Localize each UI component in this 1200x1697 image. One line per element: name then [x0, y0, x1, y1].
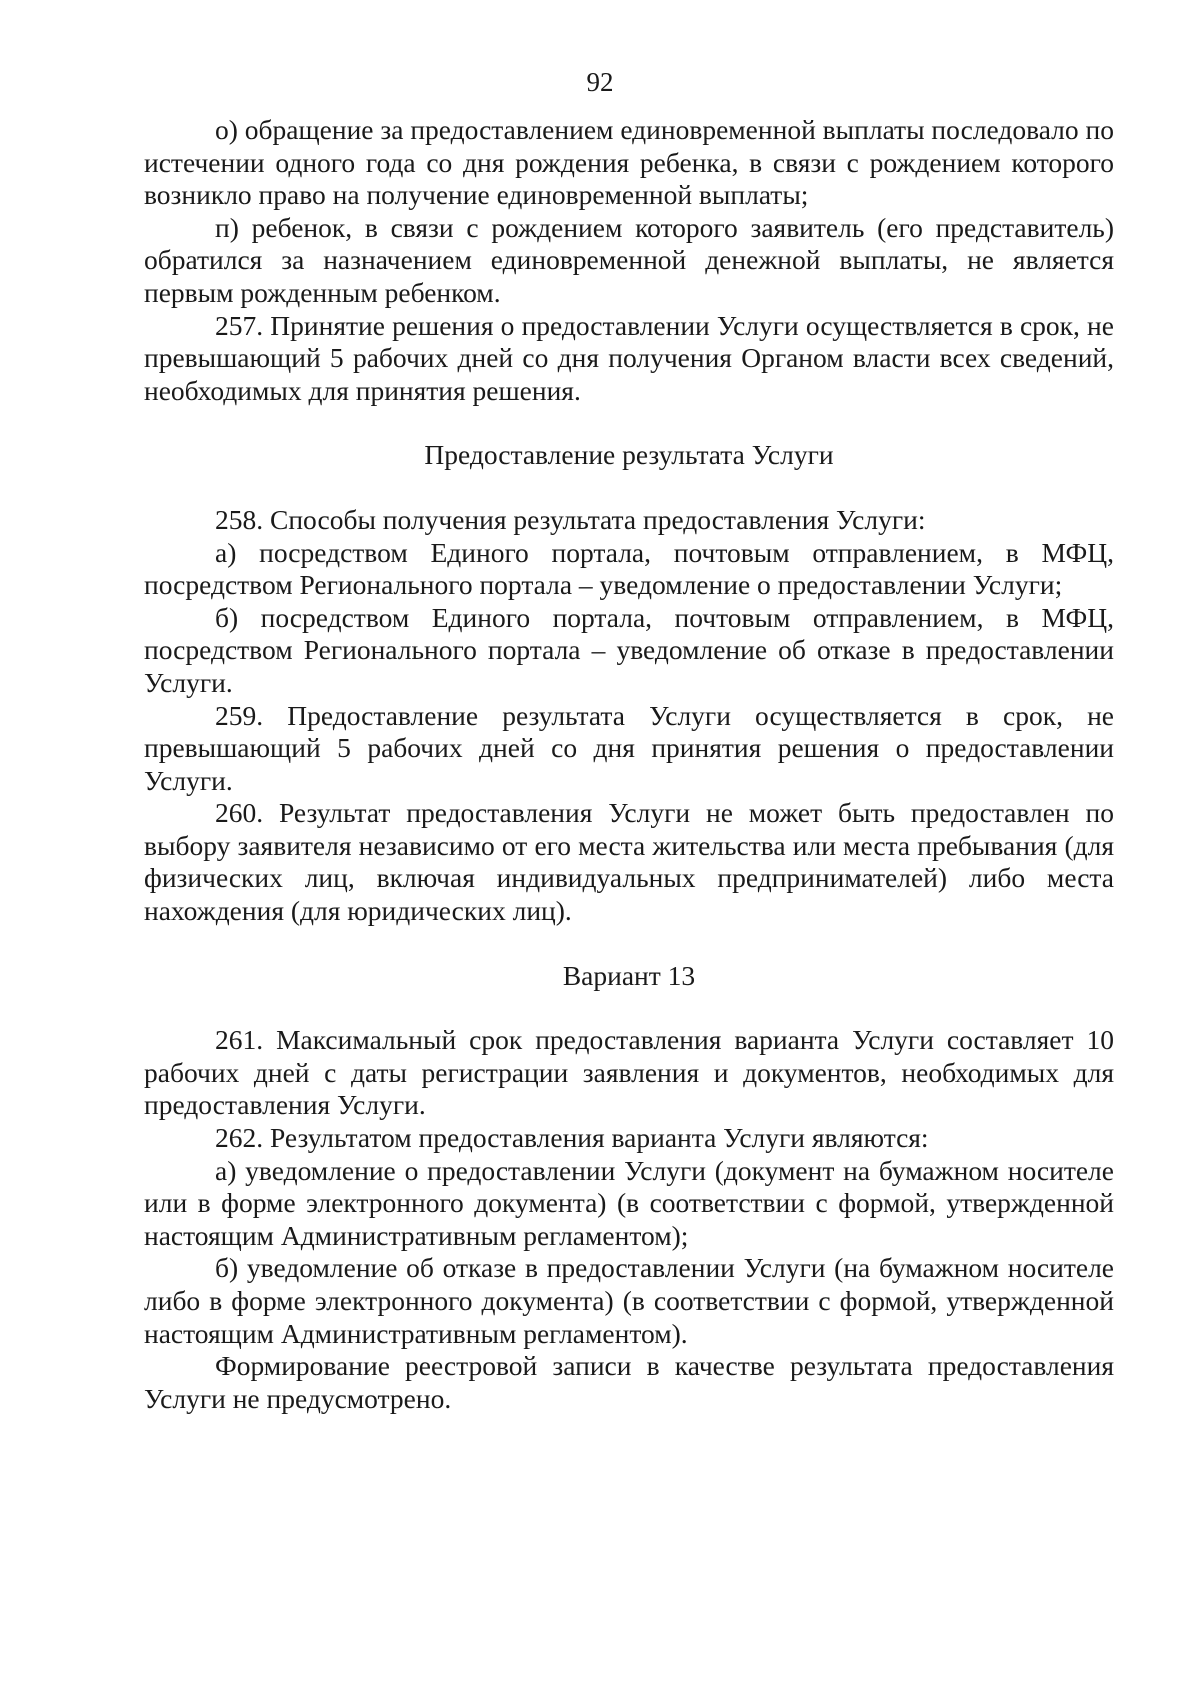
paragraph-258-b: б) посредством Единого портала, почтовым отправлением, в МФЦ, посредством Регионального портала – уведомление об отказе в предоставлении Услуги. [144, 601, 1114, 698]
paragraph-262-a: а) уведомление о предоставлении Услуги (документ на бумажном носителе или в форме электронного документа) (в соответствии с формой, утвержденной настоящим Административным регламентом); [144, 1154, 1114, 1251]
paragraph-o: о) обращение за предоставлением единовременной выплаты последовало по истечении одного года со дня рождения ребенка, в связи с рождением которого возникло право на получение единовременной выплаты; [144, 114, 1114, 211]
spacer [144, 407, 1114, 439]
paragraph-p: п) ребенок, в связи с рождением которого заявитель (его представитель) обратился за назначением единовременной денежной выплаты, не является первым рожденным ребенком. [144, 211, 1114, 308]
paragraph-261: 261. Максимальный срок предоставления варианта Услуги составляет 10 рабочих дней с даты регистрации заявления и документов, необходимых для предоставления Услуги. [144, 1024, 1114, 1121]
paragraph-257: 257. Принятие решения о предоставлении Услуги осуществляется в срок, не превышающий 5 рабочих дней со дня получения Органом власти всех сведений, необходимых для принятия решения. [144, 309, 1114, 406]
paragraph-registry-note: Формирование реестровой записи в качестве результата предоставления Услуги не предусмотрено. [144, 1350, 1114, 1414]
document-body [144, 114, 1114, 1415]
spacer [144, 992, 1114, 1024]
paragraph-259: 259. Предоставление результата Услуги осуществляется в срок, не превышающий 5 рабочих дней со дня принятия решения о предоставлении Услуги. [144, 699, 1114, 796]
paragraph-260: 260. Результат предоставления Услуги не может быть предоставлен по выбору заявителя независимо от его места жительства или места пребывания (для физических лиц, включая индивидуальных предпринимателей) либо места нахождения (для юридических лиц). [144, 797, 1114, 927]
section-heading-variant-13: Вариант 13 [562, 959, 696, 991]
section-heading-result: Предоставление результата Услуги [424, 439, 834, 471]
paragraph-262-b: б) уведомление об отказе в предоставлении Услуги (на бумажном носителе либо в форме электронного документа) (в соответствии с формой, утвержденной настоящим Административным регламентом). [144, 1252, 1114, 1349]
paragraph-258: 258. Способы получения результата предоставления Услуги: [215, 503, 926, 535]
paragraph-262: 262. Результатом предоставления варианта Услуги являются: [215, 1122, 929, 1154]
page-number: 92 [586, 67, 614, 97]
paragraph-258-a: а) посредством Единого портала, почтовым отправлением, в МФЦ, посредством Регионального портала – уведомление о предоставлении Услуги; [144, 536, 1114, 601]
spacer [144, 928, 1114, 960]
spacer [144, 472, 1114, 504]
